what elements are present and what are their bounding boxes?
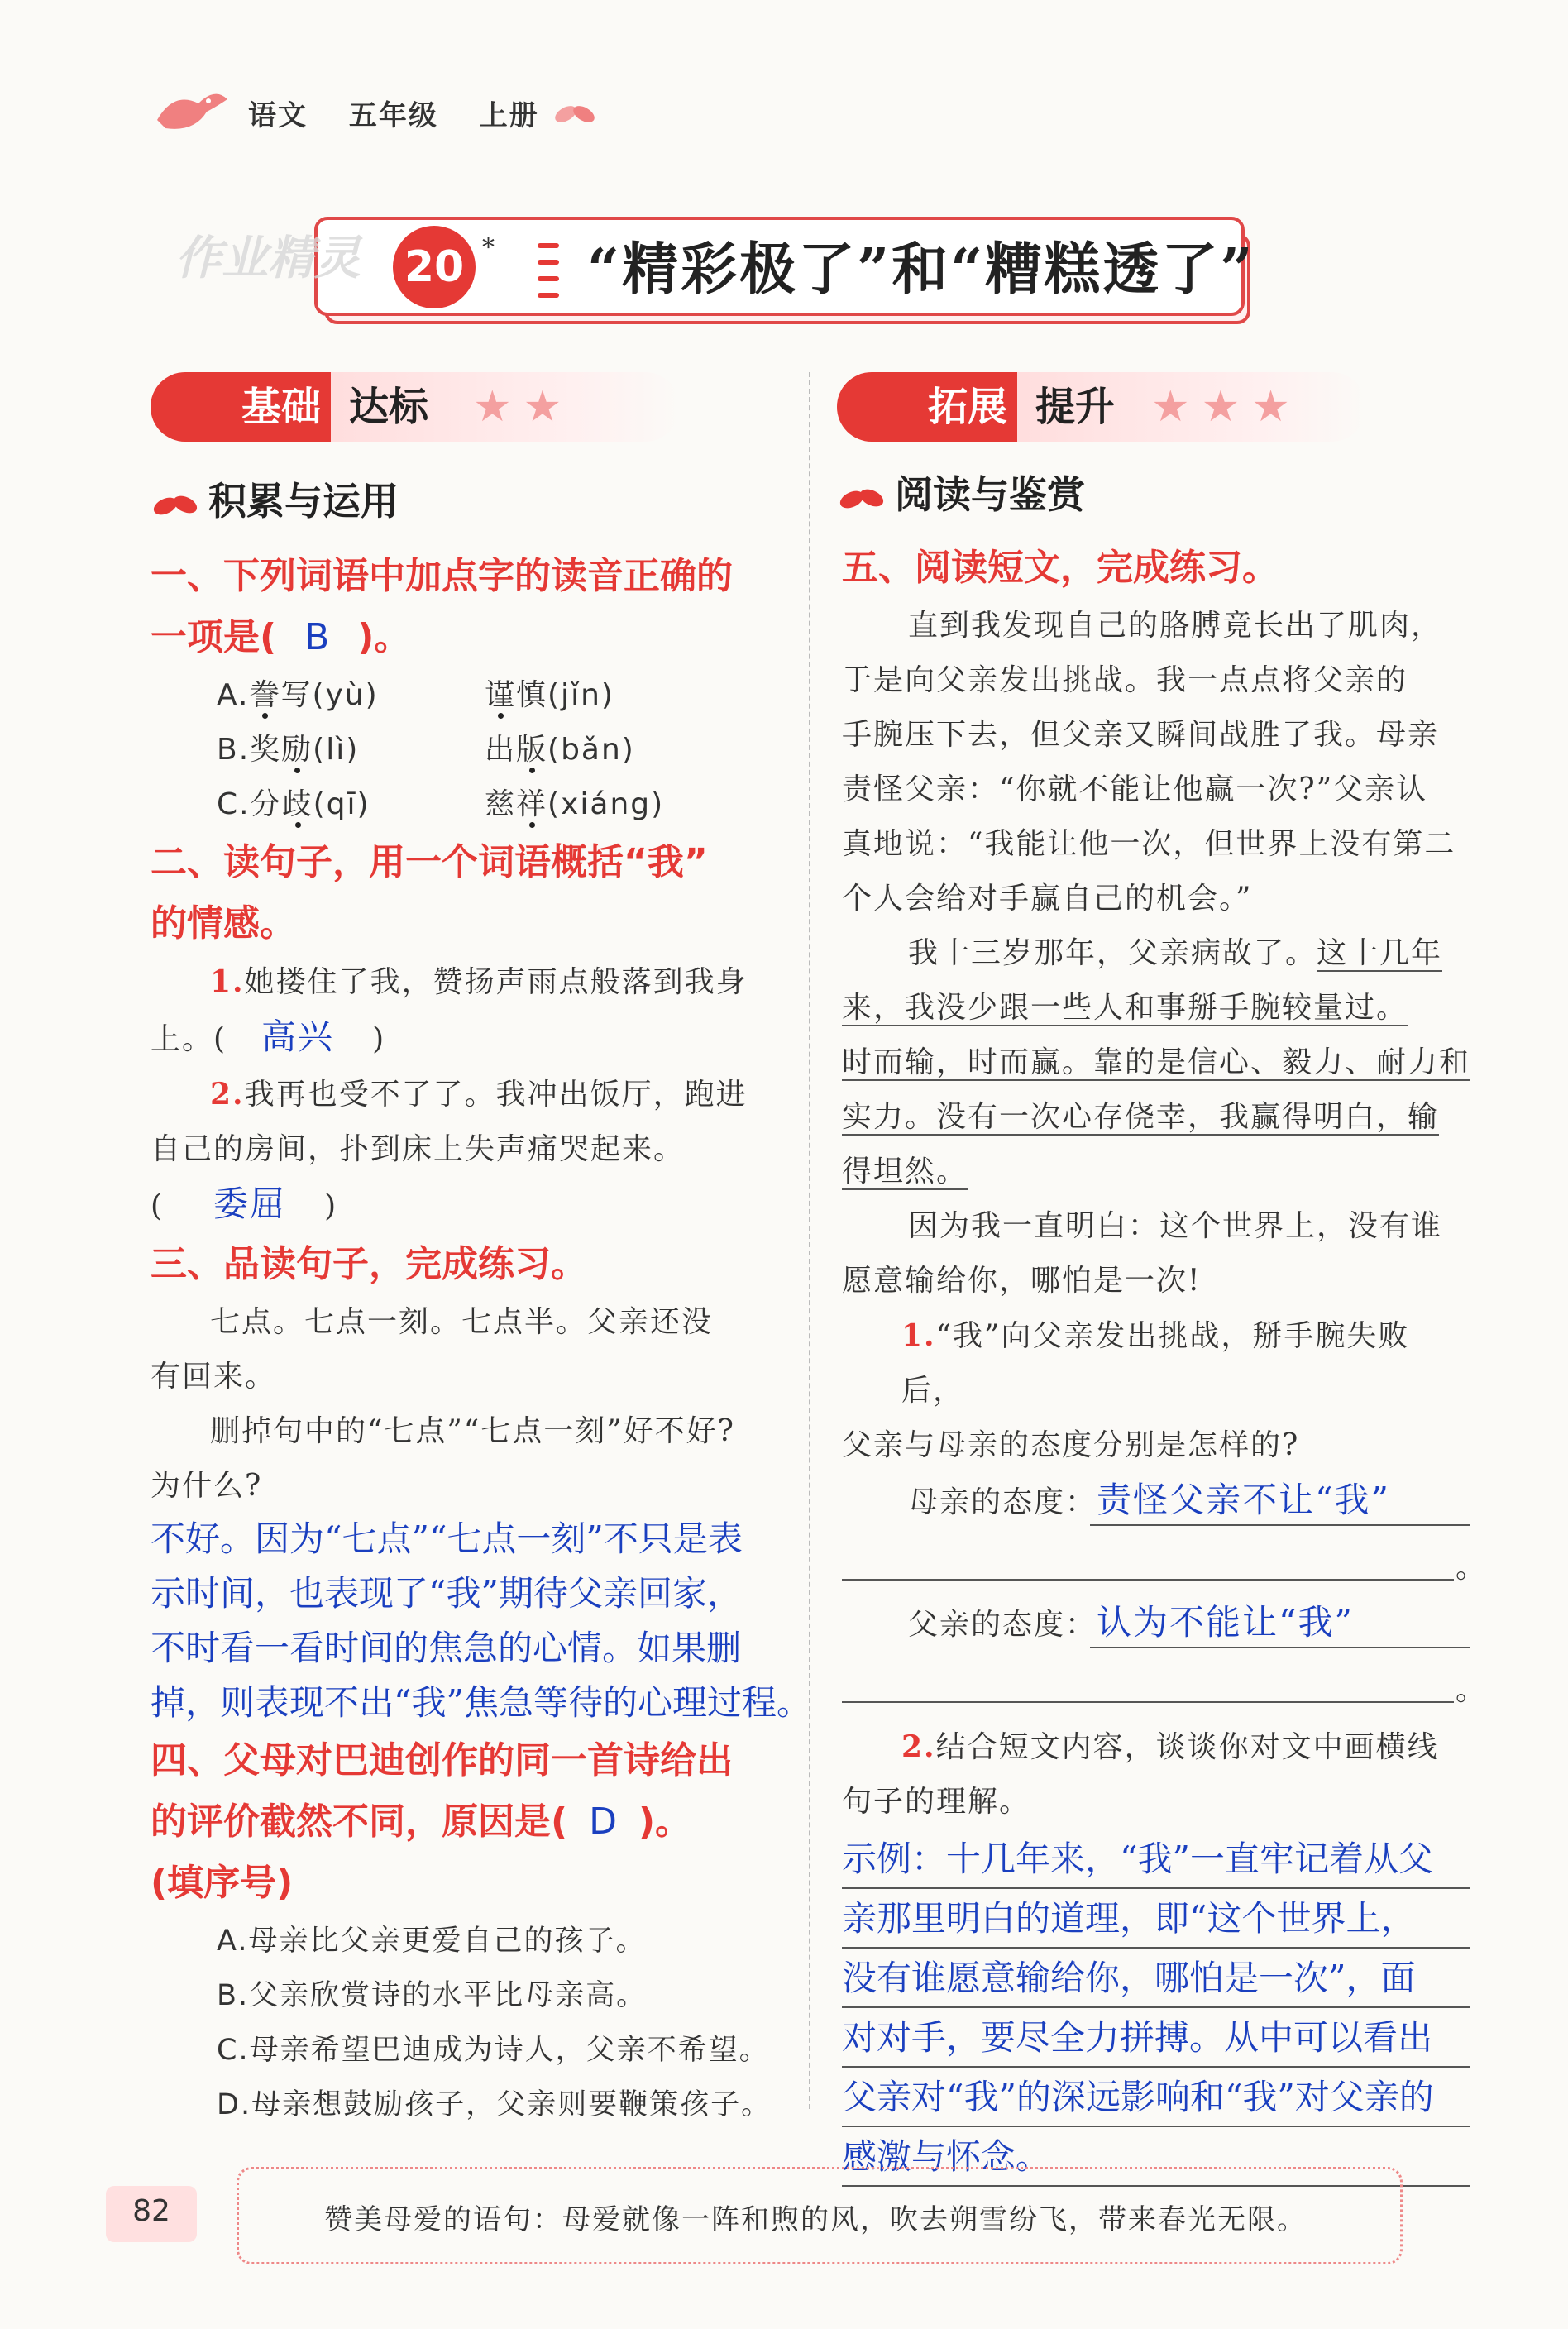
footer-quote: 赞美母爱的语句：母爱就像一阵和煦的风，吹去朔雪纷飞，带来春光无限。 [324,2203,1307,2236]
q3-title: 三、品读句子，完成练习。 [151,1243,587,1285]
q2-title: 二、读句子，用一个词语概括“我” [151,841,708,883]
spiral-binding-icon [536,238,561,304]
header-grade: 五年级 [348,99,438,132]
q5-sub2: 2.结合短文内容，谈谈你对文中画横线 句子的理解。 [842,1729,1439,1819]
bird-icon [149,83,232,141]
header-volume: 上册 [479,99,539,132]
leaf-decor-icon [552,99,599,129]
right-column [842,538,1488,2187]
watermark: 作业精灵 [175,231,361,285]
section-basic [151,372,680,442]
difficulty-stars: ★★ [473,382,574,432]
option-row-c: C.分歧(qī) 慈祥(xiáng) [217,787,665,821]
q4-title: 四、父母对巴迪创作的同一首诗给出 [151,1739,733,1781]
lesson-number: 20 [393,226,476,308]
q2-sentence-2: 2.我再也受不了了。我冲出饭厅，跑进 自己的房间，扑到床上失声痛哭起来。 ( 委屈 ) [151,1077,748,1224]
lesson-marker: * [482,233,495,262]
q2-answer-1: 高兴 [261,1016,335,1057]
column-divider [809,372,810,2109]
father-attitude-line2: 。 [842,1655,1470,1714]
option-row-a: A.誊写(yù) 谨慎(jǐn) [217,678,614,712]
q1-title: 一、下列词语中加点字的读音正确的 [151,555,733,597]
header-breadcrumb [248,93,569,133]
q1-options [151,668,804,832]
father-attitude-row: 父亲的态度：认为不能让“我” [842,1595,1470,1655]
q4-answer: D [589,1801,617,1843]
section-extend-rest: 提升 [1035,384,1116,430]
q5-sub2-answer: 示例：十几年来，“我”一直牢记着从父 亲那里明白的道理，即“这个世界上， 没有谁愿意输给你，哪怕是一次”，面 对对手，要尽全力拼搏。从中可以看出 父亲对“我”的深远影响和“我”对父亲的 感激与怀念。 [842,1829,1470,2187]
section-basic-pill: 基础 [151,372,331,442]
q5-title: 五、阅读短文，完成练习。 [842,547,1279,589]
left-column [151,546,811,2132]
q2-sentence-1: 1.她搂住了我，赞扬声雨点般落到我身 上。( 高兴 ) [151,964,748,1057]
subhead-accumulate: 积累与运用 [151,471,399,526]
q3-answer: 不好。因为“七点”“七点一刻”不只是表 示时间，也表现了“我”期待父亲回家， 不时看一看时间的焦急的心情。如果删 掉，则表现不出“我”焦急等待的心理过程。 [151,1518,811,1723]
leaf-icon [151,490,200,519]
section-extend [837,372,1366,442]
q3-passage: 七点。七点一刻。七点半。父亲还没 有回来。 删掉句中的“七点”“七点一刻”好不好? 为什么? [151,1305,735,1503]
q2-title-line2: 的情感。 [151,902,296,945]
lesson-title: “精彩极了”和“糟糕透了” [587,237,1255,303]
q2-answer-2: 委屈 [213,1184,287,1224]
mother-attitude-answer: 责怪父亲不让“我” [1097,1480,1390,1520]
section-extend-pill: 拓展 [837,372,1017,442]
q1-answer: B [304,616,330,658]
q4-title-line3: (填序号) [151,1862,294,1904]
father-attitude-answer: 认为不能让“我” [1097,1602,1354,1643]
q5-sub1: 1.“我”向父亲发出挑战，掰手腕失败后， 父亲与母亲的态度分别是怎样的? 母亲的态度：责怪父亲不让“我” 。 父亲的态度：认为不能让“我” 。 [842,1308,1470,1714]
difficulty-stars: ★★★ [1151,382,1302,432]
q4-options: A.母亲比父亲更爱自己的孩子。 B.父亲欣赏诗的水平比母亲高。 C.母亲希望巴迪成为诗人，父亲不希望。 D.母亲想鼓励孩子，父亲则要鞭策孩子。 [217,1925,772,2121]
q4-title-line2: 的评价截然不同，原因是( D )。 [151,1801,692,1843]
mother-attitude-line2: 。 [842,1533,1470,1592]
q5-passage: 直到我发现自己的胳膊竟长出了肌肉， 于是向父亲发出挑战。我一点点将父亲的 手腕压下去，但父亲又瞬间战胜了我。母亲 责怪父亲：“你就不能让他赢一次?”父亲认 真地说：“我能让他一次，但世界上没有第二 个人会给对手赢自己的机会。” 我十三岁那年，父亲病故了。这十几年 来，我没少跟一些人和事掰手腕较量过。 时而输，时而赢。靠的是信心、毅力、耐力和 实力。没有一次心存侥幸，我赢得明白，输 得坦然。 因为我一直明白：这个世界上，没有谁 愿意输给你，哪怕是一次! [842,609,1471,1298]
page-number: 82 [106,2186,197,2242]
mother-attitude-row: 母亲的态度：责怪父亲不让“我” [842,1473,1470,1533]
q1-title-line2: 一项是( B )。 [151,616,411,658]
leaf-icon [837,483,887,513]
option-row-b: B.奖励(lì) 出版(bǎn) [217,733,635,767]
section-basic-rest: 达标 [349,384,429,430]
subhead-reading: 阅读与鉴赏 [837,465,1085,519]
header-subject: 语文 [248,99,308,132]
